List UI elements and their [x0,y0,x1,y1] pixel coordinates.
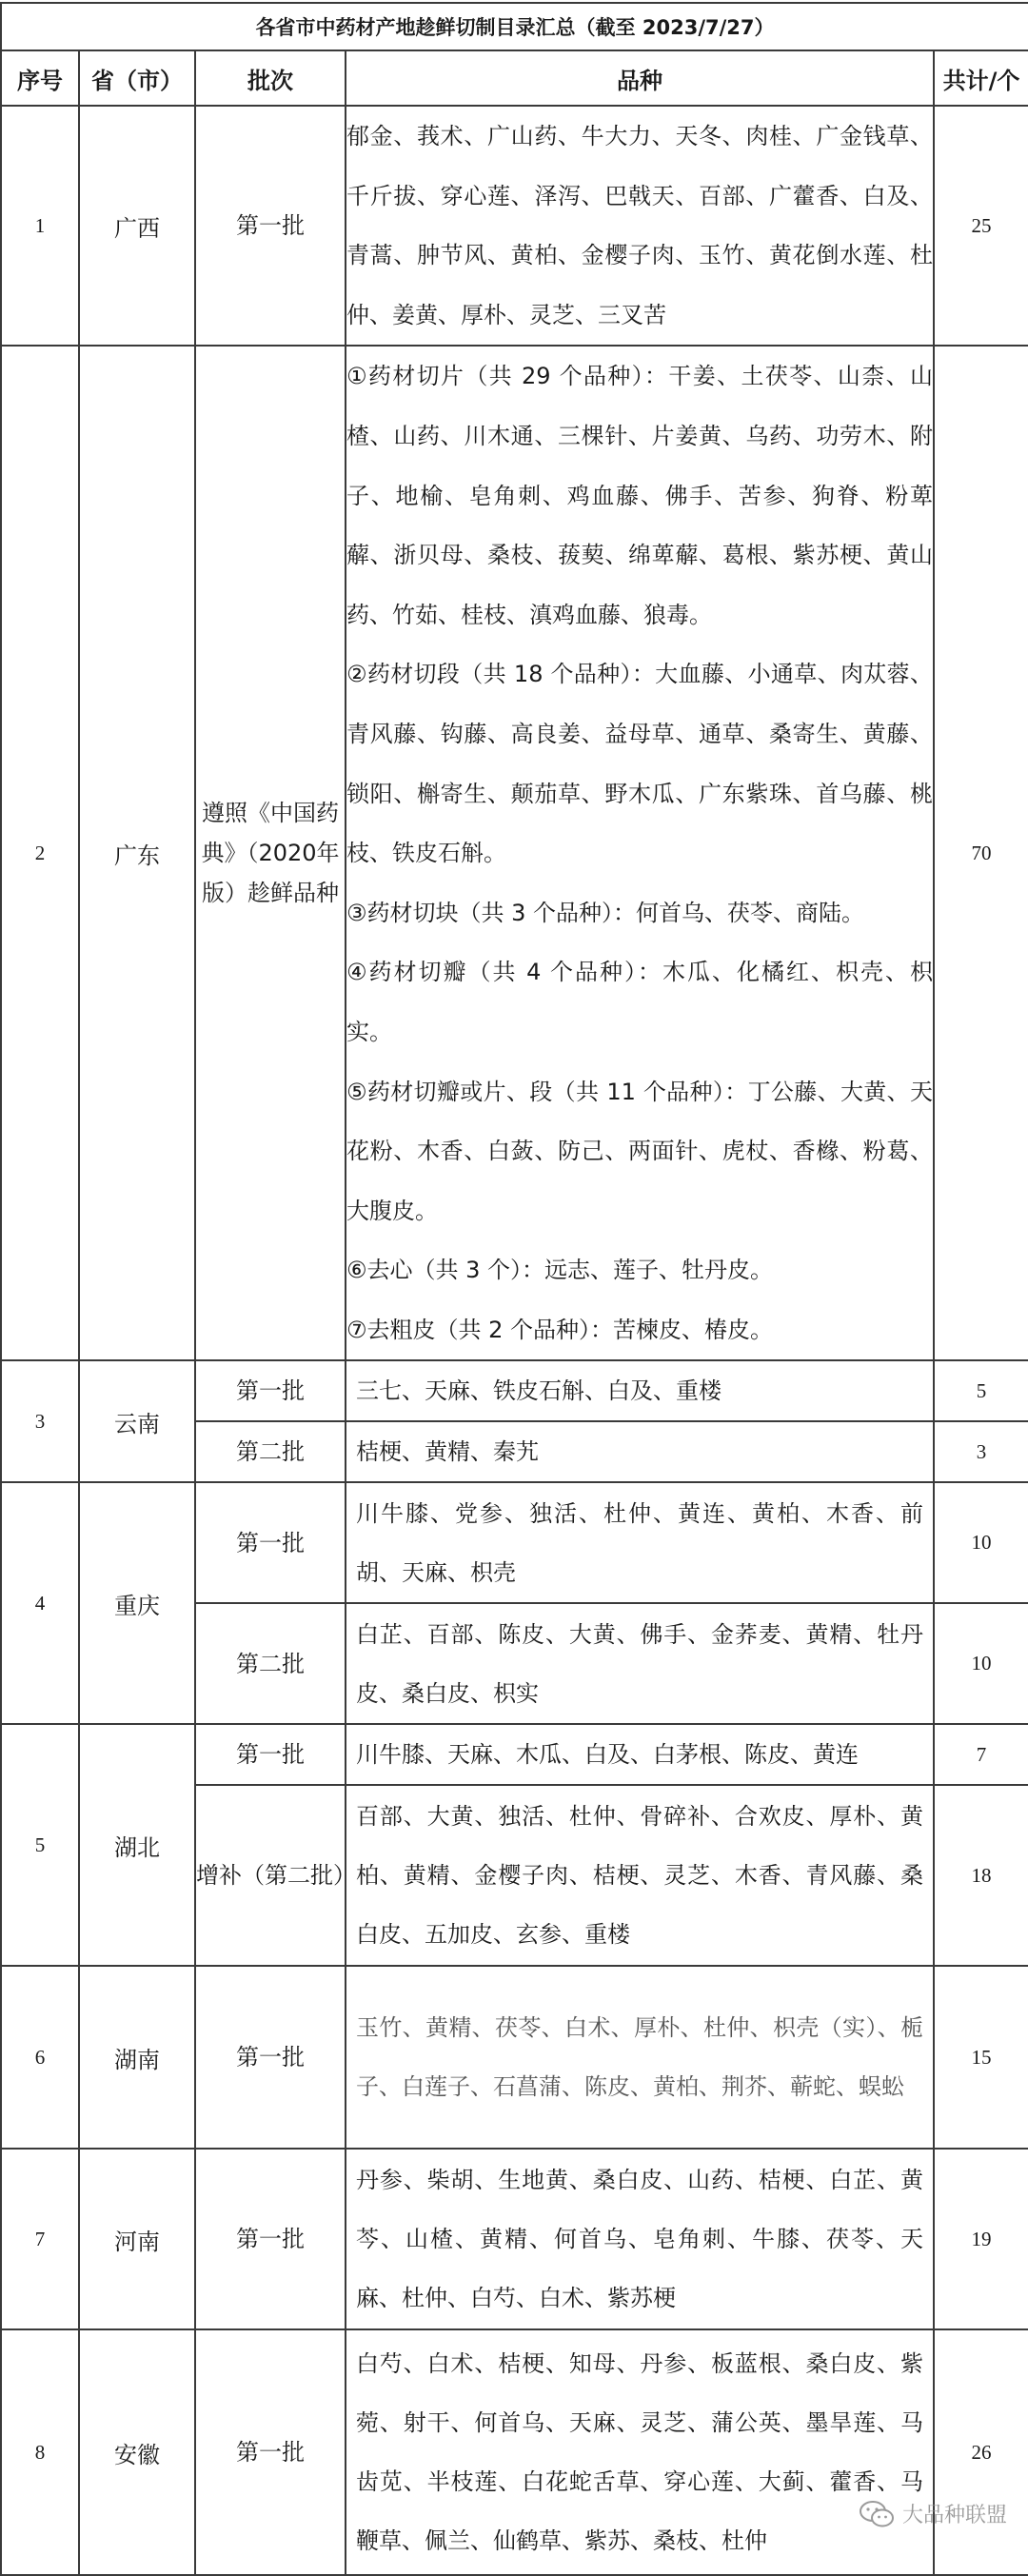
category-decored: ⑥去心（共 3 个）：远志、莲子、牡丹皮。 [346,1257,774,1284]
table-row [1,2329,1028,2575]
category-blocks: ③药材切块（共 3 个品种）：何首乌、茯苓、商陆。 [346,899,865,926]
row-batch: 第二批 [195,1603,346,1724]
row-seq: 4 [1,1482,79,1724]
row-varieties: 百部、大黄、独活、杜仲、骨碎补、合欢皮、厚朴、黄柏、黄精、金樱子肉、桔梗、灵芝、木香、青风藤、桑白皮、五加皮、玄参、重楼 [346,1785,934,1966]
table-row [1,1966,1028,2149]
row-varieties: 川牛膝、党参、独活、杜仲、黄连、黄柏、木香、前胡、天麻、枳壳 [346,1482,934,1603]
row-batch: 增补（第二批） [195,1785,346,1966]
row-total: 7 [934,1724,1028,1785]
row-varieties: 桔梗、黄精、秦艽 [346,1421,934,1482]
row-total: 18 [934,1785,1028,1966]
row-batch: 第一批 [195,1724,346,1785]
row-varieties: 白芍、白术、桔梗、知母、丹参、板蓝根、桑白皮、紫菀、射干、何首乌、天麻、灵芝、蒲公英、墨旱莲、马齿苋、半枝莲、白花蛇舌草、穿心莲、大蓟、藿香、马鞭草、佩兰、仙鹤草、紫苏、桑枝、杜仲 [346,2329,934,2575]
watermark-text: 大品种联盟 [901,2504,1007,2527]
row-seq: 1 [1,106,79,346]
row-batch: 第一批 [195,2329,346,2575]
header-total: 共计/个 [934,50,1028,106]
row-varieties: 郁金、莪术、广山药、牛大力、天冬、肉桂、广金钱草、千斤拔、穿心莲、泽泻、巴戟天、百部、广藿香、白及、青蒿、肿节风、黄柏、金樱子肉、玉竹、黄花倒水莲、杜仲、姜黄、厚朴、灵芝、三叉苦 [346,106,934,346]
table-row [1,106,1028,346]
row-varieties: 川牛膝、天麻、木瓜、白及、白茅根、陈皮、黄连 [346,1724,934,1785]
table-row [1,1724,1028,1785]
row-batch: 第一批 [195,106,346,346]
table-title: 各省市中药材产地趁鲜切制目录汇总（截至 2023/7/27） [1,3,1028,50]
row-seq: 8 [1,2329,79,2575]
header-seq: 序号 [1,50,79,106]
row-total: 5 [934,1360,1028,1421]
row-seq: 2 [1,346,79,1360]
row-province: 重庆 [79,1482,195,1724]
row-seq: 7 [1,2149,79,2329]
category-segments: ②药材切段（共 18 个品种）：大血藤、小通草、肉苁蓉、青风藤、钩藤、高良姜、益母草、通草、桑寄生、黄藤、锁阳、槲寄生、颠茄草、野木瓜、广东紫珠、首乌藤、桃枝、铁皮石斛。 [346,661,933,867]
wechat-icon [859,2500,895,2528]
row-batch: 遵照《中国药典》（2020年版）趁鲜品种 [195,346,346,1360]
header-batch: 批次 [195,50,346,106]
row-province: 云南 [79,1360,195,1482]
row-total: 19 [934,2149,1028,2329]
row-total: 26 [934,2329,1028,2575]
row-batch: 第一批 [195,1482,346,1603]
row-province: 湖南 [79,1966,195,2149]
row-seq: 3 [1,1360,79,1482]
header-province: 省（市） [79,50,195,106]
row-batch: 第二批 [195,1421,346,1482]
header-varieties: 品种 [346,50,934,106]
row-varieties [346,346,934,1360]
row-seq: 6 [1,1966,79,2149]
category-debarked: ⑦去粗皮（共 2 个品种）：苦楝皮、椿皮。 [346,1316,774,1343]
herb-catalog-table [0,2,1028,2576]
table-row [1,1482,1028,1603]
category-slices: ①药材切片（共 29 个品种）：干姜、土茯苓、山柰、山楂、山药、川木通、三棵针、片姜黄、乌药、功劳木、附子、地榆、皂角刺、鸡血藤、佛手、苦参、狗脊、粉萆薢、浙贝母、桑枝、菝葜、绵萆薢、葛根、紫苏梗、黄山药、竹茹、桂枝、滇鸡血藤、狼毒。 [346,363,933,628]
row-batch: 第一批 [195,2149,346,2329]
row-province: 广东 [79,346,195,1360]
row-total: 10 [934,1482,1028,1603]
table-row [1,2149,1028,2329]
row-total: 25 [934,106,1028,346]
row-province: 安徽 [79,2329,195,2575]
row-varieties: 白芷、百部、陈皮、大黄、佛手、金荞麦、黄精、牡丹皮、桑白皮、枳实 [346,1603,934,1724]
category-petals: ④药材切瓣（共 4 个品种）：木瓜、化橘红、枳壳、枳实。 [346,959,933,1045]
header-row [1,50,1028,106]
row-batch: 第一批 [195,1966,346,2149]
table-row [1,346,1028,1360]
row-total: 3 [934,1421,1028,1482]
row-batch: 第一批 [195,1360,346,1421]
watermark [859,2499,1007,2528]
row-varieties: 三七、天麻、铁皮石斛、白及、重楼 [346,1360,934,1421]
row-total: 10 [934,1603,1028,1724]
row-varieties: 丹参、柴胡、生地黄、桑白皮、山药、桔梗、白芷、黄芩、山楂、黄精、何首乌、皂角刺、牛膝、茯苓、天麻、杜仲、白芍、白术、紫苏梗 [346,2149,934,2329]
row-total: 70 [934,346,1028,1360]
row-province: 湖北 [79,1724,195,1966]
table-row [1,1360,1028,1421]
row-seq: 5 [1,1724,79,1966]
row-varieties: 玉竹、黄精、茯苓、白术、厚朴、杜仲、枳壳（实）、栀子、白莲子、石菖蒲、陈皮、黄柏、荆芥、蕲蛇、蜈蚣 [346,1966,934,2149]
row-province: 河南 [79,2149,195,2329]
category-petals-or-slices: ⑤药材切瓣或片、段（共 11 个品种）：丁公藤、大黄、天花粉、木香、白蔹、防己、两面针、虎杖、香橼、粉葛、大腹皮。 [346,1078,933,1224]
row-province: 广西 [79,106,195,346]
row-total: 15 [934,1966,1028,2149]
